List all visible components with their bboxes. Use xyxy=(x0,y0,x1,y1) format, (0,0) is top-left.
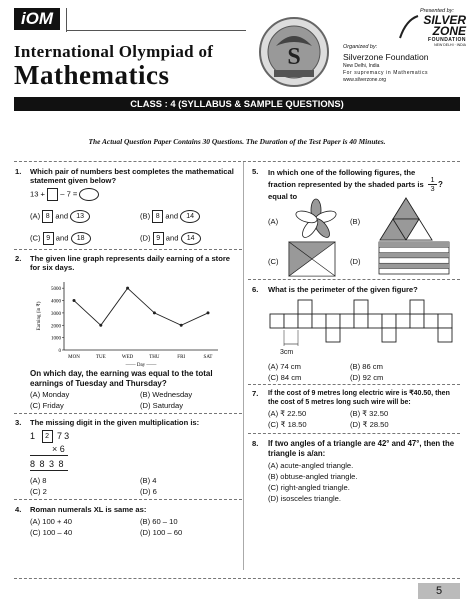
q2-question: On which day, the earning was equal to the total earnings of Tuesday and Thursday? xyxy=(30,369,213,388)
brand-foundation: FOUNDATION xyxy=(428,37,466,43)
data-point xyxy=(207,311,210,314)
q7-option-b[interactable]: (B) ₹ 32.50 xyxy=(350,409,389,418)
olympiad-emblem-icon xyxy=(258,16,330,88)
intro-text: The Actual Question Paper Contains 30 Questions. The Duration of the Test Paper is 40 Minutes. xyxy=(88,137,386,146)
x-tick-label: FRI xyxy=(177,355,186,360)
q4-option-d[interactable]: (D) 100 – 60 xyxy=(140,528,183,537)
square-diagonals-figure xyxy=(288,241,336,277)
earnings-line-chart xyxy=(30,276,230,368)
q-sep-2 xyxy=(14,249,242,250)
q2-option-b[interactable]: (B) Wednesday xyxy=(140,390,193,399)
q4-option-c[interactable]: (C) 100 – 40 xyxy=(30,528,73,537)
q8-option-c[interactable]: (C) right-angled triangle. xyxy=(268,483,350,492)
q8-option-a[interactable]: (A) acute-angled triangle. xyxy=(268,461,354,470)
x-tick-label: SAT xyxy=(203,355,213,360)
class-banner xyxy=(14,97,460,111)
earnings-line xyxy=(74,288,208,325)
footer-rule xyxy=(14,578,460,579)
data-point xyxy=(153,311,156,314)
brand-swoosh-icon xyxy=(398,14,420,40)
q7-number: 7. xyxy=(252,389,259,398)
q1-option-a[interactable]: (A) 8 and 13 xyxy=(30,210,90,223)
q-sep-1 xyxy=(14,161,460,162)
q6-option-d[interactable]: (D) 92 cm xyxy=(350,373,384,382)
q2-option-d[interactable]: (D) Saturday xyxy=(140,401,184,410)
q3-option-a[interactable]: (A) 8 xyxy=(30,476,47,485)
q6-option-a[interactable]: (A) 74 cm xyxy=(268,362,301,371)
q8-number: 8. xyxy=(252,439,259,448)
q3-digit-box: 2 xyxy=(42,430,53,443)
q1-eq-mid: – 7 = xyxy=(60,189,78,199)
fraction-denominator: 3 xyxy=(430,184,435,193)
q2-option-a[interactable]: (A) Monday xyxy=(30,390,70,399)
header-underline xyxy=(66,30,246,31)
q5-number: 5. xyxy=(252,167,259,176)
q7-option-a[interactable]: (A) ₹ 22.50 xyxy=(268,409,307,418)
class-banner-text: CLASS : 4 (SYLLABUS & SAMPLE QUESTIONS) xyxy=(130,98,344,109)
q5-option-c-label[interactable]: (C) xyxy=(268,257,279,266)
q3-line1 xyxy=(30,455,68,456)
organized-by-label: Organized by: xyxy=(343,44,378,50)
header-title-line2: Mathematics xyxy=(14,60,170,90)
page-number-box xyxy=(418,583,460,599)
q7-option-c[interactable]: (C) ₹ 18.50 xyxy=(268,420,307,429)
x-tick-label: WED xyxy=(121,355,134,360)
perimeter-figure xyxy=(268,298,458,360)
y-tick-label: 3000 xyxy=(51,311,61,317)
q5-question-mark: ? xyxy=(438,180,443,189)
q8-text: If two angles of a triangle are 42° and 47°, then the triangle is a/an: xyxy=(268,439,455,458)
q1-eq-prefix: 13 + xyxy=(30,189,45,199)
fraction-numerator: 1 xyxy=(428,176,437,185)
org-site: www.silverzone.org xyxy=(343,77,387,83)
q1-equation xyxy=(30,188,99,201)
data-point xyxy=(99,324,102,327)
q-sep-7 xyxy=(248,433,460,434)
q6-option-c[interactable]: (C) 84 cm xyxy=(268,373,302,382)
data-point xyxy=(126,287,129,290)
y-tick-label: 4000 xyxy=(51,299,61,305)
iom-logo xyxy=(14,8,60,30)
q5-text: In which one of the following figures, the fraction represented by the shaded parts is equal to xyxy=(268,168,424,201)
q3-option-d[interactable]: (D) 6 xyxy=(140,487,157,496)
q5-fraction xyxy=(428,176,437,193)
q3-row3: 8 8 3 8 xyxy=(30,459,65,469)
org-city: New Delhi, India xyxy=(343,63,380,69)
q5-option-d-label[interactable]: (D) xyxy=(350,257,361,266)
q1-eq-box xyxy=(47,188,58,201)
q-sep-4 xyxy=(14,499,242,500)
q8-option-b[interactable]: (B) obtuse-angled triangle. xyxy=(268,472,358,481)
x-axis-label: —— Day —— xyxy=(125,363,157,368)
q3-number: 3. xyxy=(15,418,22,427)
brand-silver: SILVER xyxy=(423,13,466,27)
y-tick-label: 1000 xyxy=(51,336,61,342)
logo-divider xyxy=(66,8,67,32)
q7-option-d[interactable]: (D) ₹ 28.50 xyxy=(350,420,389,429)
x-tick-label: MON xyxy=(68,355,80,360)
q6-scale-label: 3cm xyxy=(280,349,294,356)
x-tick-label: THU xyxy=(149,355,160,360)
q1-option-b[interactable]: (B) 8 and 14 xyxy=(140,210,200,223)
q3-text: The missing digit in the given multiplication is: xyxy=(30,418,200,427)
q6-number: 6. xyxy=(252,285,259,294)
q1-option-d[interactable]: (D) 9 and 14 xyxy=(140,232,201,245)
svg-text:S: S xyxy=(287,44,301,70)
q-sep-6 xyxy=(248,384,460,385)
page-number: 5 xyxy=(435,585,443,597)
data-point xyxy=(73,299,76,302)
org-name: Silverzone Foundation xyxy=(343,52,429,62)
brand-zone: ZONE xyxy=(432,24,466,38)
flower-petals-figure xyxy=(290,198,342,242)
q3-option-b[interactable]: (B) 4 xyxy=(140,476,157,485)
logo-text: iOM xyxy=(20,9,54,28)
q5-option-b-label[interactable]: (B) xyxy=(350,217,361,226)
column-separator xyxy=(243,162,244,570)
q4-text: Roman numerals XL is same as: xyxy=(30,505,147,514)
y-tick-label: 0 xyxy=(58,349,61,354)
q1-eq-oval xyxy=(79,188,99,201)
y-tick-label: 2000 xyxy=(51,324,61,330)
q4-option-b[interactable]: (B) 60 – 10 xyxy=(140,517,178,526)
q4-option-a[interactable]: (A) 100 + 40 xyxy=(30,517,73,526)
q7-text: If the cost of 9 metres long electric wire is ₹40.50, then the cost of 5 metres long such wire will be: xyxy=(268,390,450,406)
x-tick-label: TUE xyxy=(95,355,106,360)
q-sep-5 xyxy=(248,279,460,280)
q3-row1 xyxy=(30,430,71,443)
q6-text: What is the perimeter of the given figure? xyxy=(268,285,418,294)
q3-line2 xyxy=(30,470,68,471)
y-axis-label: Earning (in ₹) xyxy=(37,301,42,331)
organized-by xyxy=(343,44,429,83)
q2-text: The given line graph represents daily earning of a store for six days. xyxy=(30,254,231,272)
q-sep-3 xyxy=(14,413,242,414)
q1-text: Which pair of numbers best completes the mathematical statement given below? xyxy=(30,167,234,185)
q3-digit-3: 7 xyxy=(57,430,65,441)
q6-option-b[interactable]: (B) 86 cm xyxy=(350,362,383,371)
q3-row2: × 6 xyxy=(52,444,65,454)
striped-rectangle-figure xyxy=(378,241,450,275)
triangle-subdivided-figure xyxy=(378,196,434,242)
q3-digit-1: 1 xyxy=(30,430,38,441)
q3-option-c[interactable]: (C) 2 xyxy=(30,487,47,496)
q5-option-a-label[interactable]: (A) xyxy=(268,217,279,226)
q4-number: 4. xyxy=(15,505,22,514)
header-title-line1: International Olympiad of xyxy=(14,42,214,61)
data-point xyxy=(180,324,183,327)
brand-location: NEW DELHI · INDIA xyxy=(434,43,466,47)
q3-digit-4: 3 xyxy=(64,430,72,441)
org-tagline: For supremacy in Mathematics xyxy=(343,70,429,76)
q1-option-c[interactable]: (C) 9 and 18 xyxy=(30,232,91,245)
q2-number: 2. xyxy=(15,254,22,263)
q2-option-c[interactable]: (C) Friday xyxy=(30,401,64,410)
presented-by-label: Presented by: xyxy=(420,8,454,14)
y-tick-label: 5000 xyxy=(51,287,61,293)
q1-number: 1. xyxy=(15,167,22,176)
q8-option-d[interactable]: (D) isosceles triangle. xyxy=(268,494,342,503)
